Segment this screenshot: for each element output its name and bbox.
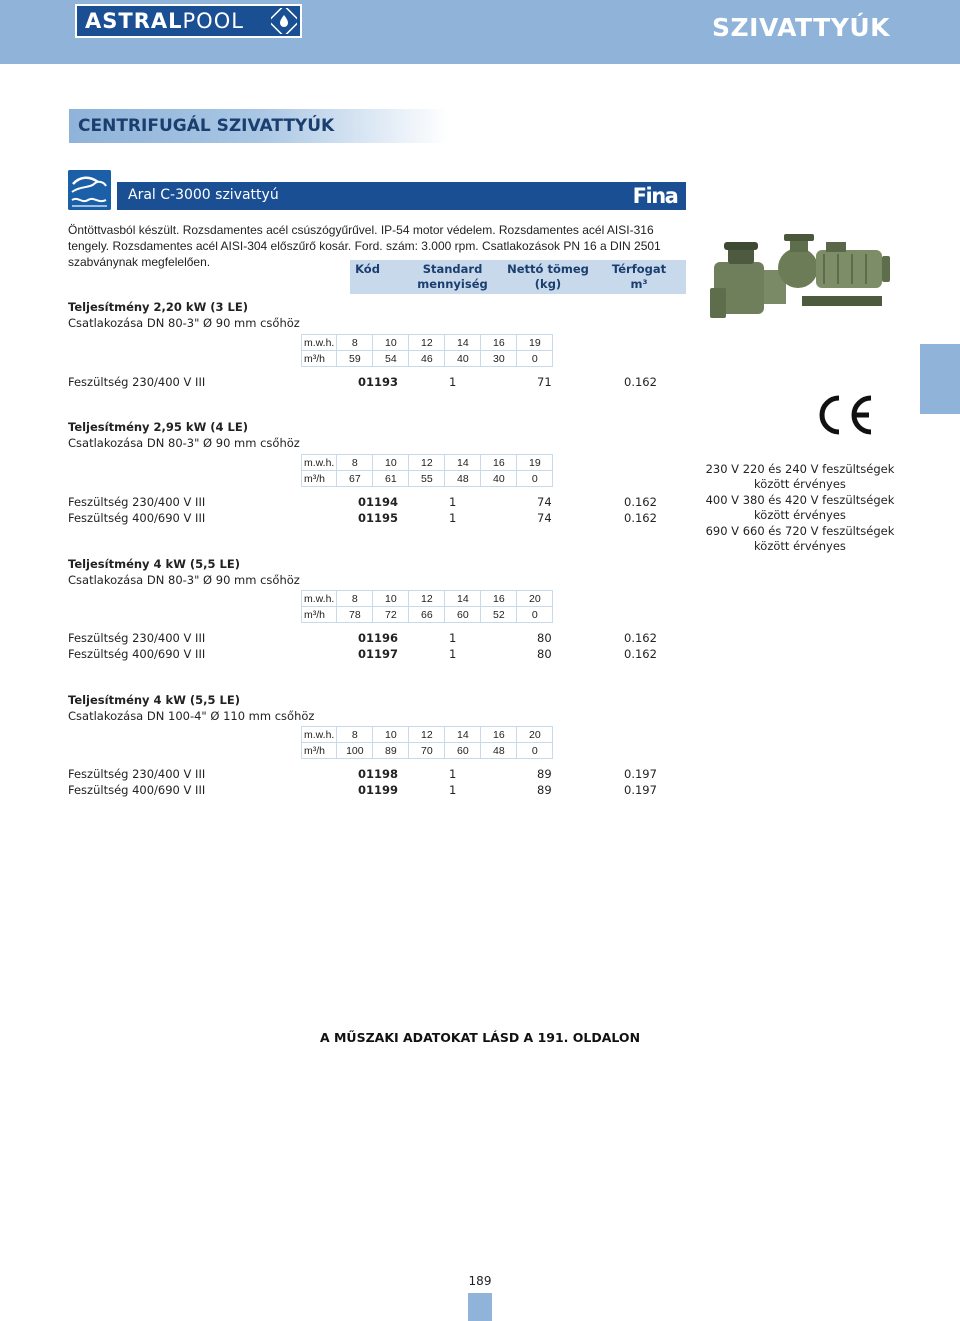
group-3-row-2-weight: 80	[537, 647, 552, 661]
voltage-note-2	[700, 493, 900, 523]
side-tab	[920, 344, 960, 414]
group-2-title: Teljesítmény 2,95 kW (4 LE)	[68, 420, 248, 434]
group-4-row-2-qty: 1	[449, 783, 457, 797]
voltage-note-line: 690 V 660 és 720 V feszültségek	[705, 524, 895, 538]
group-3-title: Teljesítmény 4 kW (5,5 LE)	[68, 557, 240, 571]
brand-logo	[624, 182, 686, 210]
water-wave-icon	[68, 170, 111, 210]
table-cell: 48	[445, 471, 481, 487]
group-2-row-2-volume: 0.162	[624, 511, 657, 525]
group-4-title: Teljesítmény 4 kW (5,5 LE)	[68, 693, 240, 707]
table-cell: 8	[337, 455, 373, 471]
group-4-connection: Csatlakozása DN 100-4" Ø 110 mm csőhöz	[68, 709, 315, 723]
table-cell: 30	[481, 351, 517, 367]
table-cell: 48	[481, 743, 517, 759]
head-label: m.w.h.	[302, 335, 337, 351]
group-3-row-2-voltage: Feszültség 400/690 V III	[68, 647, 206, 661]
group-2-row-2-voltage: Feszültség 400/690 V III	[68, 511, 206, 525]
column-weight-2: (kg)	[534, 277, 562, 291]
table-cell: 61	[373, 471, 409, 487]
group-3-connection: Csatlakozása DN 80-3" Ø 90 mm csőhöz	[68, 573, 300, 587]
group-3-row-1-voltage: Feszültség 230/400 V III	[68, 631, 206, 645]
voltage-note-3	[700, 524, 900, 554]
astralpool-logo	[75, 4, 302, 38]
flow-label: m³/h	[302, 607, 337, 623]
group-4-row-1-volume: 0.197	[624, 767, 657, 781]
group-3-row-1-code: 01196	[358, 631, 399, 645]
voltage-note-line: között érvényes	[754, 477, 846, 491]
voltage-note-1	[700, 462, 900, 492]
group-4-row-1-qty: 1	[449, 767, 457, 781]
column-volume: Térfogat	[611, 262, 667, 276]
table-cell: 16	[481, 591, 517, 607]
group-4-row-2-code: 01199	[358, 783, 399, 797]
table-cell: 14	[445, 591, 481, 607]
table-cell: 0	[517, 743, 553, 759]
head-label: m.w.h.	[302, 727, 337, 743]
table-cell: 19	[517, 455, 553, 471]
pump-image	[706, 232, 896, 328]
group-1-row-1-qty: 1	[449, 375, 457, 389]
group-4-row-1-voltage: Feszültség 230/400 V III	[68, 767, 206, 781]
group-4-row-2-weight: 89	[537, 783, 552, 797]
group-2-row-2-qty: 1	[449, 511, 457, 525]
table-cell: 14	[445, 727, 481, 743]
table-cell: 40	[481, 471, 517, 487]
table-cell: 0	[517, 351, 553, 367]
voltage-note-line: 400 V 380 és 420 V feszültségek	[705, 493, 895, 507]
technical-data-note: A MŰSZAKI ADATOKAT LÁSD A 191. OLDALON	[319, 1030, 641, 1045]
table-cell: 52	[481, 607, 517, 623]
group-3-row-1-weight: 80	[537, 631, 552, 645]
table-cell: 10	[373, 591, 409, 607]
head-label: m.w.h.	[302, 455, 337, 471]
table-cell: 100	[337, 743, 373, 759]
table-cell: 60	[445, 607, 481, 623]
group-2-connection: Csatlakozása DN 80-3" Ø 90 mm csőhöz	[68, 436, 300, 450]
voltage-note-line: között érvényes	[754, 508, 846, 522]
logo-bold-text: ASTRAL	[85, 9, 183, 33]
table-cell: 20	[517, 591, 553, 607]
column-standard-2: mennyiség	[417, 277, 488, 291]
column-weight: Nettó tömeg	[507, 262, 589, 276]
table-cell: 20	[517, 727, 553, 743]
group-1-row-1-volume: 0.162	[624, 375, 657, 389]
group-4-row-2-volume: 0.197	[624, 783, 657, 797]
table-row	[302, 591, 553, 607]
table-row	[302, 607, 553, 623]
voltage-note-line: 230 V 220 és 240 V feszültségek	[705, 462, 895, 476]
head-label: m.w.h.	[302, 591, 337, 607]
flow-label: m³/h	[302, 351, 337, 367]
table-cell: 12	[409, 591, 445, 607]
table-cell: 8	[337, 727, 373, 743]
table-row	[302, 727, 553, 743]
column-code: Kód	[355, 262, 380, 276]
group-2-row-2-weight: 74	[537, 511, 552, 525]
table-cell: 78	[337, 607, 373, 623]
group-1-title: Teljesítmény 2,20 kW (3 LE)	[68, 300, 248, 314]
table-cell: 89	[373, 743, 409, 759]
table-cell: 10	[373, 335, 409, 351]
group-4-row-2-voltage: Feszültség 400/690 V III	[68, 783, 206, 797]
table-cell: 46	[409, 351, 445, 367]
table-cell: 14	[445, 335, 481, 351]
table-row	[302, 455, 553, 471]
group-1-row-1-weight: 71	[537, 375, 552, 389]
table-cell: 59	[337, 351, 373, 367]
group-3-flow-table	[301, 590, 553, 623]
group-2-row-1-code: 01194	[358, 495, 399, 509]
group-4-row-1-weight: 89	[537, 767, 552, 781]
table-cell: 16	[481, 455, 517, 471]
table-cell: 0	[517, 607, 553, 623]
logo-drop-icon	[271, 8, 297, 34]
page-title: SZIVATTYÚK	[712, 13, 890, 42]
table-cell: 12	[409, 727, 445, 743]
page-number: 189	[468, 1274, 492, 1288]
table-cell: 60	[445, 743, 481, 759]
group-2-row-1-qty: 1	[449, 495, 457, 509]
table-cell: 55	[409, 471, 445, 487]
group-2-row-2-code: 01195	[358, 511, 399, 525]
table-row	[302, 335, 553, 351]
group-4-flow-table	[301, 726, 553, 759]
column-volume-2: m³	[630, 277, 648, 291]
group-1-row-1-code: 01193	[358, 375, 399, 389]
table-cell: 14	[445, 455, 481, 471]
table-cell: 12	[409, 455, 445, 471]
group-3-row-1-volume: 0.162	[624, 631, 657, 645]
group-3-row-2-qty: 1	[449, 647, 457, 661]
table-cell: 10	[373, 455, 409, 471]
column-standard: Standard	[422, 262, 483, 276]
table-cell: 8	[337, 591, 373, 607]
table-cell: 72	[373, 607, 409, 623]
group-3-row-2-code: 01197	[358, 647, 399, 661]
table-cell: 54	[373, 351, 409, 367]
logo-light-text: POOL	[182, 9, 244, 33]
group-1-connection: Csatlakozása DN 80-3" Ø 90 mm csőhöz	[68, 316, 300, 330]
flow-label: m³/h	[302, 743, 337, 759]
product-description: Öntöttvasból készült. Rozsdamentes acél csúszógyűrűvel. IP-54 motor védelem. Rozsdamentes acél AISI-316 tengely. Rozsdamentes acél AISI-304 előszűrő kosár. Ford. szám: 3.000 rpm. Csatlakozások PN 16 a DIN 2501 szabványnak megfelelően.	[68, 223, 661, 269]
table-cell: 12	[409, 335, 445, 351]
table-row	[302, 743, 553, 759]
brand-text: Fina	[632, 184, 678, 208]
group-4-row-1-code: 01198	[358, 767, 399, 781]
voltage-note-line: között érvényes	[754, 539, 846, 553]
table-cell: 66	[409, 607, 445, 623]
group-2-row-1-voltage: Feszültség 230/400 V III	[68, 495, 206, 509]
group-1-flow-table	[301, 334, 553, 367]
table-cell: 8	[337, 335, 373, 351]
table-cell: 40	[445, 351, 481, 367]
group-2-flow-table	[301, 454, 553, 487]
table-cell: 67	[337, 471, 373, 487]
section-title: CENTRIFUGÁL SZIVATTYÚK	[78, 116, 335, 136]
table-cell: 10	[373, 727, 409, 743]
table-cell: 70	[409, 743, 445, 759]
group-1-row-1-voltage: Feszültség 230/400 V III	[68, 375, 206, 389]
product-title: Aral C-3000 szivattyú	[128, 187, 279, 203]
group-2-row-1-volume: 0.162	[624, 495, 657, 509]
table-row	[302, 351, 553, 367]
table-row	[302, 471, 553, 487]
group-2-row-1-weight: 74	[537, 495, 552, 509]
flow-label: m³/h	[302, 471, 337, 487]
ce-mark-icon	[817, 393, 877, 437]
group-3-row-2-volume: 0.162	[624, 647, 657, 661]
table-cell: 0	[517, 471, 553, 487]
table-cell: 16	[481, 335, 517, 351]
group-3-row-1-qty: 1	[449, 631, 457, 645]
page-tab	[468, 1293, 492, 1321]
table-cell: 16	[481, 727, 517, 743]
table-cell: 19	[517, 335, 553, 351]
